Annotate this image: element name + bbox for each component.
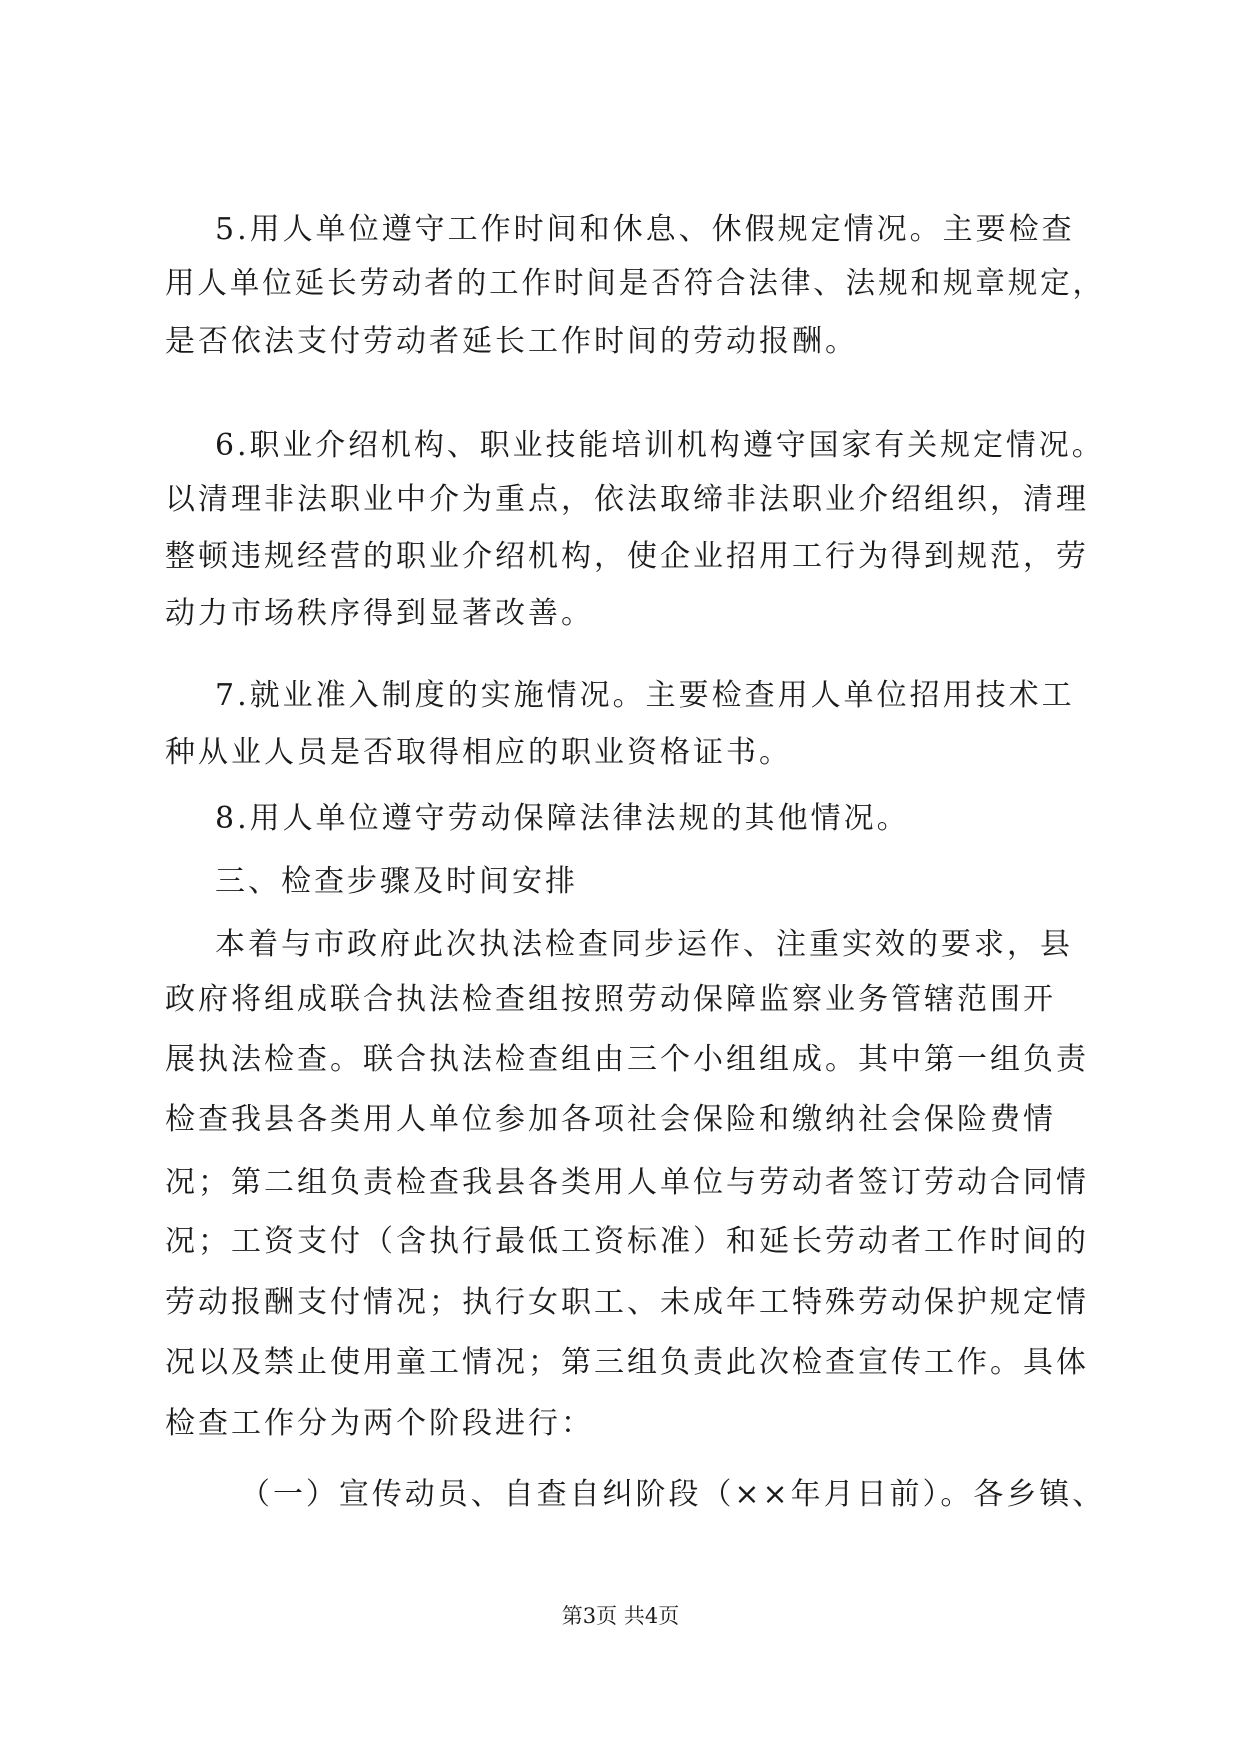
text-line: 8.用人单位遵守劳动保障法律法规的其他情况。	[215, 801, 910, 836]
text-line: （一）宣传动员、自查自纠阶段（××年月日前）。各乡镇、	[240, 1477, 1106, 1512]
section-heading: 三、检查步骤及时间安排	[215, 864, 578, 899]
page-footer: 第3页 共4页	[561, 1604, 680, 1628]
text-line: 政府将组成联合执法检查组按照劳动保障监察业务管辖范围开	[165, 982, 1056, 1017]
text-line: 检查工作分为两个阶段进行：	[165, 1406, 594, 1441]
text-line: 况以及禁止使用童工情况；第三组负责此次检查宣传工作。具体	[165, 1345, 1089, 1380]
text-line: 劳动报酬支付情况；执行女职工、未成年工特殊劳动保护规定情	[165, 1285, 1089, 1320]
text-line: 以清理非法职业中介为重点，依法取缔非法职业介绍组织，清理	[165, 482, 1089, 517]
text-line: 况；工资支付（含执行最低工资标准）和延长劳动者工作时间的	[165, 1224, 1089, 1259]
text-line: 检查我县各类用人单位参加各项社会保险和缴纳社会保险费情	[165, 1102, 1056, 1137]
text-line: 7.就业准入制度的实施情况。主要检查用人单位招用技术工	[215, 678, 1075, 713]
text-line: 5.用人单位遵守工作时间和休息、休假规定情况。主要检查	[215, 212, 1075, 247]
text-line: 展执法检查。联合执法检查组由三个小组组成。其中第一组负责	[165, 1042, 1089, 1077]
text-line: 本着与市政府此次执法检查同步运作、注重实效的要求，县	[215, 927, 1073, 962]
text-line: 动力市场秩序得到显著改善。	[165, 596, 594, 631]
text-line: 况；第二组负责检查我县各类用人单位与劳动者签订劳动合同情	[165, 1165, 1089, 1200]
text-line: 整顿违规经营的职业介绍机构，使企业招用工行为得到规范，劳	[165, 539, 1089, 574]
text-line: 用人单位延长劳动者的工作时间是否符合法律、法规和规章规定，	[165, 266, 1105, 301]
text-line: 种从业人员是否取得相应的职业资格证书。	[165, 735, 792, 770]
text-line: 是否依法支付劳动者延长工作时间的劳动报酬。	[165, 324, 858, 359]
text-line: 6.职业介绍机构、职业技能培训机构遵守国家有关规定情况。	[215, 428, 1105, 463]
